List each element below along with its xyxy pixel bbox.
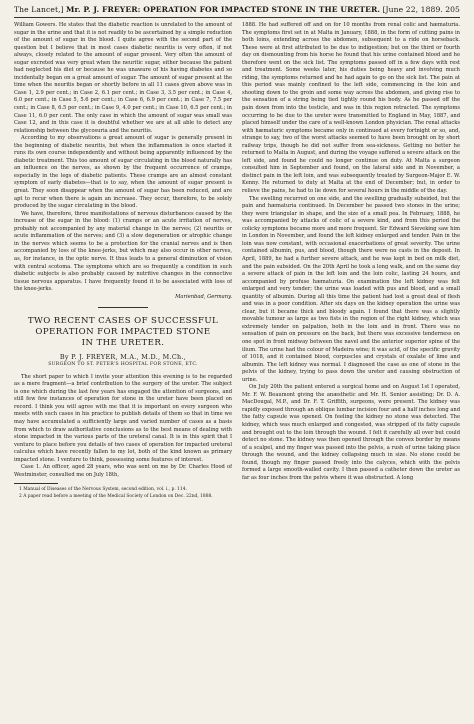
author-location: Marienbad, Germany.	[175, 293, 232, 300]
left-column	[14, 22, 232, 724]
article-title-line: IN THE URETER.	[81, 338, 165, 349]
article-title	[14, 316, 232, 349]
footnote-divider	[14, 483, 58, 484]
right-column	[242, 22, 460, 724]
two-column-body	[14, 22, 460, 724]
paragraph: We have, therefore, three manifestations of nervous disturbances caused by the increase of the sugar in the blood: (1) cramps or an acute irritation of nerves, probably not accompanied by any material change in the nerves; (2) neuritis or acute inflammation of the nerves; and (3) a slow degeneration or atrophic change in the nerves which seems to be a protection for the cranial nerves and is then accompanied by loss of the knee-jerks, but which may also occur in other nerves, as, for instance, in the optic nerve. It thus leads to a general diminution of vision with central scotoma. The symptoms which are so frequently a condition in such diabetic subjects is also probably caused by nutritive changes in the connective tissue nervous apparatus. I have frequently found it to be associated with loss of the knee-jerks.	[14, 210, 232, 293]
article-title-line: OPERATION FOR IMPACTED STONE	[35, 327, 211, 338]
footnote: 1 Manual of Diseases of the Nervous System, second edition, vol. i., p. 114.	[19, 487, 187, 493]
page-number: 205	[445, 5, 460, 14]
footnote: 2 A paper read before a meeting of the Medical Society of London on Dec. 22nd, 1888.	[19, 493, 213, 499]
journal-name: The Lancet,]	[14, 5, 64, 14]
paragraph: The swelling recurred on one side, and the swelling gradually subsided, but the pain and hæmaturia continued. In December he passed two stones in the urine; they were triangular in shape, and the size of a small pea. In February, 1888, he was accompanied by attacks of colic of a severe kind, and from this period the colicky symptoms became more and more frequent. Sir Edward Sieveking saw him in London in November, and found the left kidney enlarged and tender. Pain in the loin was now constant, with occasional exacerbations of great severity. The urine contained albumin, pus, and blood, though there were no casts in the deposit. In April, 1889, he had a further severe attack, and he was kept in bed on milk diet, and the pain subsided. On the 20th April he took a long walk, and on the same day a severe attack of pain in the left loin and the loin colic, lasting 24 hours, and accompanied by profuse hæmaturia. On examination the left kidney was felt enlarged and very tender; the urine was loaded with pus and blood, and a small quantity of albumin. During all this time the patient had lost a great deal of flesh and was in a poor condition. After six days on the kidney operation the urine was clear, but it became thick and bloody again. I found that there was a slightly movable tumour as large as two fists in the region of the right kidney, which was extremely tender on palpation, both in the loin and in front. There was no sensation of pain on pressure on the back, but there was excessive tenderness on one spot in front midway between the navel and the anterior superior spine of the ilium. The urine had the colour of Madeira wine; it was acid, of the specific gravity of 1018, and it contained blood, corpuscles and crystals of oxalate of lime and albumin. The left kidney was normal. I diagnosed the case as one of stone in the pelvis of the kidney, trying to pass down the ureter and causing obstruction of urine.	[242, 195, 460, 383]
paragraph: William Gowers. He states that the diabetic reaction is unrelated to the amount of sugar in the urine and that it is not readily to be ascertained by a simple reduction of the amount of sugar in the blood. I quite agree with the second part of the question but I believe that in most cases diabetic neuritis is very often, if not always, closely related to the amount of sugar present. Very often the amount of sugar excreted was very great when the neuritic sugar, either because the patient had neglected his diet or because he was unaware of his having diabetes and so incidentally began on a great amount of sugar. The amount of sugar present at the time when the neuritis began or shortly before in all 11 cases given above was in Case 1, 2.9 per cent.; in Case 2, 6.1 per cent.; in Case 3, 3.5 per cent.; in Case 4, 6.0 per cent.; in Case 5, 5.6 per cent.; in Case 6, 6.9 per cent.; in Case 7, 7.5 per cent.; in Case 8, 6.5 per cent.; in Case 9, 4.0 per cent.; in Case 10, 6.5 per cent.; in Case 11, 6.0 per cent. The only case in which the amount of sugar was small was Case 12, and in this case it is doubtful whether we are at all able to detect any relationship between the glycosuria and the neuritis.	[14, 22, 232, 134]
paragraph: 1888. He had suffered off and on for 10 months from renal colic and hæmaturia. The symptoms first set in at Malta in January, 1888, in the form of cutting pains in both loins, extending across the abdomen, subsequent to a ride on horseback. These were at first attributed to be due to indigestion; but on the third or fourth day on dismounting from his horse he found that his urine contained blood and he therefore went on the sick list. The symptoms passed off in a few days with rest and treatment. Some weeks later, his duties being heavy and involving much riding, the symptoms returned and he had again to go on the sick list. The pain at this period was mainly confined to the left side, commencing in the loin and shooting down to the groin and some way across the abdomen, and giving rise to the sensation of a string being tied tightly round his body. As he passed off the pain down from into the testicle, and was in this region retracted. The symptoms occurring to be due to the ureter were transmitted to England in May, 1887, and placed himself under the care of a well-known London physician. The renal attacks with hæmaturic symptoms became only in continued at every fortnight or so, and, strange to say, two of the worst attacks seemed to have been brought on by short railway trips, though he did not suffer from sea-sickness. Getting no better he returned to Malta in August, and during the voyage suffered a severe attack on the left side, and found he could no longer continue on duty. At Malta a surgeon consulted him in September and found, on the lateral side and in November, a distinct pain in the left loin, and was subsequently treated by Surgeon-Major E. W. Kenny. He returned to duty at Malta at the end of December; but, in order to relieve the pains, he had to lie down for several hours in the middle of the day.	[242, 22, 460, 195]
paragraph: Case 1. An officer, aged 28 years, who was sent on me by Dr. Charles Hood of Westminster, consulted me on July 18th,	[14, 464, 232, 478]
article-title-line: TWO RECENT CASES OF SUCCESSFUL	[27, 316, 219, 327]
paragraph: The short paper to which I invite your attention this evening is to be regarded as a mere fragment—a brief contribution to the surgery of the ureter. The subject is one which during the last few years has engaged the attention of surgeons, and still few few instances of operation for stone in the ureter have been placed on record. I think you will agree with me that it is important on every surgeon who meets with such cases in his practice to publish details of them so that in time we may have accumulated a sufficiently large and varied number of cases as a basis from which to draw authoritative conclusions as to the best means of dealing with stone impacted in the various parts of the ureteral canal. It is in this spirit that I venture to place before you details of two cases of operation for impacted ureteral calculus which have recently fallen to my lot, both of the kind known as primary impacted stone. I venture to think, possessing some features of interest.	[14, 373, 232, 463]
author-affiliation: SURGEON TO ST. PETER'S HOSPITAL FOR STONE, ETC.	[48, 362, 198, 368]
paragraph: On July 20th the patient entered a surgical home and on August 1st I operated, Mr. F. W. Beaumont giving the anæsthetic and Mr. H. Senior assisting; Dr. D. A. MacDougal, M.P., and Dr. F. T. Griffith, surgeons, were present. The kidney was rapidly exposed through an oblique lumbar incision four and a half inches long and the fatty capsule was opened. On feeling the kidney no stone was detected. The kidney, which was much enlarged and congested, was stripped of its fatty capsule and brought out to the loin through the wound. I felt it carefully all over but could detect no stone. The kidney was then opened through the convex border by means of a scalpel, and my finger was passed into the pelvis, a rush of urine taking place through the wound, and the kidney collapsing much in size. No stone could be found, though my finger passed freely into the calyces, which with the pelvis formed a large smooth-walled cavity. I then passed a catheter down the ureter as far as four inches from the pelvis where it was obstructed. A long	[242, 384, 460, 481]
section-divider	[98, 307, 148, 308]
running-header	[14, 5, 460, 18]
issue-date: [June 22, 1889.	[382, 5, 443, 14]
paragraph: According to my observations a great amount of sugar is generally present in the beginning of diabetic neuritis, but when the inflammation is once started it runs its own course independently and without being apparently influenced by the diabetic treatment. This too amount of sugar circulating in the blood naturally has an influence on the nerves, as shown by the frequent occurrence of cramps, especially in the legs of diabetic patients. These cramps are an almost constant symptom of early diabetes—that is to say, when the amount of sugar present is great. They soon disappear when the amount of sugar has been reduced, and are apt to recur when there is again an increase. They occur, therefore, to be solely produced by the sugar circulating in the blood.	[14, 135, 232, 210]
article-byline: By P. J. FREYER, M.A., M.D., M.Ch.,	[59, 353, 187, 362]
running-title: Mr. P. J. FREYER: OPERATION FOR IMPACTED STONE IN THE URETER.	[65, 5, 381, 14]
